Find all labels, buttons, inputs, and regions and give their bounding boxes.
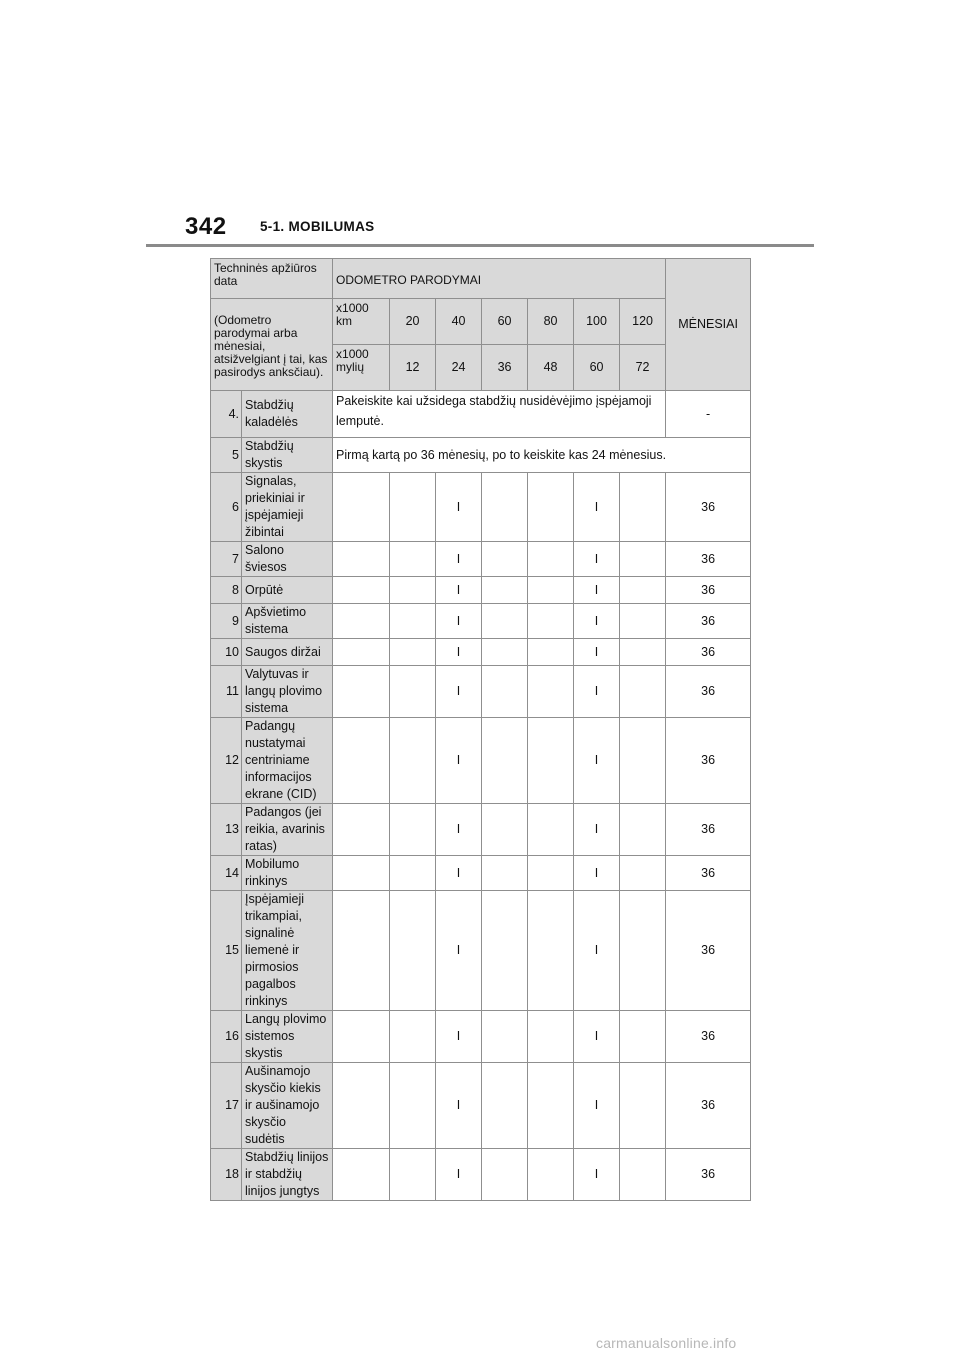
empty-cell	[528, 891, 574, 1011]
empty-cell	[333, 891, 390, 1011]
row-mark: I	[436, 891, 482, 1011]
row-mark: I	[436, 639, 482, 666]
empty-cell	[390, 604, 436, 639]
empty-cell	[528, 639, 574, 666]
row-number: 15	[211, 891, 242, 1011]
row-mark: I	[574, 804, 620, 856]
km-value: 100	[574, 299, 620, 345]
row-mark: I	[436, 1149, 482, 1201]
empty-cell	[390, 1011, 436, 1063]
row-item: Langų plovimo sistemos skystis	[242, 1011, 333, 1063]
mile-value: 60	[574, 345, 620, 391]
km-value: 40	[436, 299, 482, 345]
empty-cell	[482, 856, 528, 891]
empty-cell	[482, 1149, 528, 1201]
row-months: 36	[666, 856, 751, 891]
page-header	[0, 0, 960, 250]
empty-cell	[620, 891, 666, 1011]
row-mark: I	[436, 804, 482, 856]
table-row	[211, 891, 751, 1011]
empty-cell	[620, 1149, 666, 1201]
row-mark: I	[436, 1011, 482, 1063]
empty-cell	[390, 1063, 436, 1149]
empty-cell	[390, 891, 436, 1011]
empty-cell	[528, 1063, 574, 1149]
row-note: Pakeiskite kai užsidega stabdžių nusidėvėjimo įspėjamoji lemputė.	[333, 391, 666, 438]
empty-cell	[390, 542, 436, 577]
row-mark: I	[574, 856, 620, 891]
empty-cell	[390, 473, 436, 542]
empty-cell	[528, 604, 574, 639]
header-months: MĖNESIAI	[666, 259, 751, 391]
table-row	[211, 856, 751, 891]
row-mark: I	[436, 577, 482, 604]
table-row	[211, 804, 751, 856]
table-row	[211, 604, 751, 639]
empty-cell	[620, 1011, 666, 1063]
row-months: 36	[666, 891, 751, 1011]
empty-cell	[620, 473, 666, 542]
empty-cell	[528, 804, 574, 856]
empty-cell	[333, 577, 390, 604]
row-number: 8	[211, 577, 242, 604]
row-mark: I	[574, 1149, 620, 1201]
row-mark: I	[574, 473, 620, 542]
table-row	[211, 718, 751, 804]
row-number: 10	[211, 639, 242, 666]
table-row	[211, 1063, 751, 1149]
row-months: -	[666, 391, 751, 438]
table-row	[211, 577, 751, 604]
empty-cell	[482, 891, 528, 1011]
row-item: Mobilumo rinkinys	[242, 856, 333, 891]
table-row	[211, 639, 751, 666]
empty-cell	[333, 604, 390, 639]
row-mark: I	[436, 666, 482, 718]
row-item: Apšvietimo sistema	[242, 604, 333, 639]
page-number: 342	[185, 213, 227, 240]
row-mark: I	[574, 1063, 620, 1149]
empty-cell	[482, 639, 528, 666]
empty-cell	[390, 1149, 436, 1201]
empty-cell	[620, 804, 666, 856]
row-mark: I	[574, 639, 620, 666]
row-mark: I	[436, 604, 482, 639]
empty-cell	[482, 604, 528, 639]
km-value: 120	[620, 299, 666, 345]
row-mark: I	[574, 891, 620, 1011]
row-mark: I	[436, 473, 482, 542]
km-value: 80	[528, 299, 574, 345]
table-row	[211, 473, 751, 542]
row-number: 13	[211, 804, 242, 856]
empty-cell	[482, 1063, 528, 1149]
row-number: 14	[211, 856, 242, 891]
row-item: Padangos (jei reikia, avarinis ratas)	[242, 804, 333, 856]
empty-cell	[482, 718, 528, 804]
mile-value: 12	[390, 345, 436, 391]
row-number: 11	[211, 666, 242, 718]
empty-cell	[390, 718, 436, 804]
empty-cell	[482, 577, 528, 604]
empty-cell	[528, 1011, 574, 1063]
empty-cell	[390, 639, 436, 666]
unit-miles: x1000 mylių	[333, 345, 390, 391]
empty-cell	[390, 577, 436, 604]
row-mark: I	[574, 577, 620, 604]
km-value: 20	[390, 299, 436, 345]
table-row	[211, 666, 751, 718]
row-number: 9	[211, 604, 242, 639]
row-number: 6	[211, 473, 242, 542]
row-mark: I	[574, 1011, 620, 1063]
empty-cell	[528, 856, 574, 891]
empty-cell	[620, 718, 666, 804]
empty-cell	[333, 1011, 390, 1063]
row-mark: I	[574, 718, 620, 804]
empty-cell	[333, 639, 390, 666]
empty-cell	[390, 804, 436, 856]
table-row	[211, 1149, 751, 1201]
unit-km: x1000 km	[333, 299, 390, 345]
row-months: 36	[666, 577, 751, 604]
header-divider	[146, 244, 814, 247]
row-number: 16	[211, 1011, 242, 1063]
table-row	[211, 438, 751, 473]
empty-cell	[620, 856, 666, 891]
mile-value: 48	[528, 345, 574, 391]
header-odometer: ODOMETRO PARODYMAI	[333, 259, 666, 299]
row-item: Įspėjamieji trikampiai, signalinė liemenė ir pirmosios pagalbos rinkinys	[242, 891, 333, 1011]
watermark: carmanualsonline.info	[596, 1335, 737, 1351]
table-row	[211, 542, 751, 577]
row-item: Stabdžių kaladėlės	[242, 391, 333, 438]
row-months: 36	[666, 1149, 751, 1201]
row-number: 17	[211, 1063, 242, 1149]
section-title: 5-1. MOBILUMAS	[260, 219, 375, 234]
empty-cell	[333, 473, 390, 542]
row-months: 36	[666, 542, 751, 577]
row-item: Stabdžių skystis	[242, 438, 333, 473]
empty-cell	[528, 542, 574, 577]
table-row	[211, 1011, 751, 1063]
table-header-row	[211, 259, 751, 299]
row-item: Aušinamojo skysčio kiekis ir aušinamojo skysčio sudėtis	[242, 1063, 333, 1149]
empty-cell	[620, 542, 666, 577]
empty-cell	[333, 666, 390, 718]
row-mark: I	[574, 604, 620, 639]
row-months: 36	[666, 1011, 751, 1063]
row-number: 4.	[211, 391, 242, 438]
empty-cell	[333, 856, 390, 891]
row-item: Padangų nustatymai centriniame informacijos ekrane (CID)	[242, 718, 333, 804]
row-months: 36	[666, 639, 751, 666]
header-inspection-date: Techninės apžiūros data	[211, 259, 333, 299]
row-months: 36	[666, 804, 751, 856]
row-number: 5	[211, 438, 242, 473]
row-months: 36	[666, 604, 751, 639]
empty-cell	[482, 804, 528, 856]
row-item: Saugos diržai	[242, 639, 333, 666]
row-mark: I	[436, 856, 482, 891]
mile-value: 24	[436, 345, 482, 391]
empty-cell	[482, 542, 528, 577]
mile-value: 72	[620, 345, 666, 391]
empty-cell	[528, 718, 574, 804]
empty-cell	[620, 604, 666, 639]
maintenance-schedule-table	[210, 258, 751, 1201]
empty-cell	[620, 1063, 666, 1149]
row-mark: I	[436, 1063, 482, 1149]
row-months: 36	[666, 473, 751, 542]
empty-cell	[528, 1149, 574, 1201]
row-item: Salono šviesos	[242, 542, 333, 577]
empty-cell	[482, 1011, 528, 1063]
row-number: 7	[211, 542, 242, 577]
row-note: Pirmą kartą po 36 mėnesių, po to keiskite kas 24 mėnesius.	[333, 438, 751, 473]
empty-cell	[482, 666, 528, 718]
empty-cell	[620, 577, 666, 604]
header-note: (Odometro parodymai arba mėnesiai, atsižvelgiant į tai, kas pasirodys anksčiau).	[211, 299, 333, 391]
row-number: 18	[211, 1149, 242, 1201]
empty-cell	[333, 1063, 390, 1149]
km-value: 60	[482, 299, 528, 345]
row-mark: I	[574, 666, 620, 718]
empty-cell	[620, 639, 666, 666]
row-mark: I	[436, 718, 482, 804]
empty-cell	[482, 473, 528, 542]
row-months: 36	[666, 718, 751, 804]
row-number: 12	[211, 718, 242, 804]
empty-cell	[528, 577, 574, 604]
row-item: Orpūtė	[242, 577, 333, 604]
empty-cell	[333, 718, 390, 804]
row-months: 36	[666, 666, 751, 718]
mile-value: 36	[482, 345, 528, 391]
row-item: Valytuvas ir langų plovimo sistema	[242, 666, 333, 718]
row-months: 36	[666, 1063, 751, 1149]
empty-cell	[390, 666, 436, 718]
empty-cell	[390, 856, 436, 891]
empty-cell	[333, 542, 390, 577]
empty-cell	[620, 666, 666, 718]
empty-cell	[528, 666, 574, 718]
row-item: Stabdžių linijos ir stabdžių linijos jungtys	[242, 1149, 333, 1201]
row-mark: I	[436, 542, 482, 577]
table-row	[211, 391, 751, 438]
empty-cell	[333, 1149, 390, 1201]
empty-cell	[333, 804, 390, 856]
row-mark: I	[574, 542, 620, 577]
row-item: Signalas, priekiniai ir įspėjamieji žibintai	[242, 473, 333, 542]
empty-cell	[528, 473, 574, 542]
